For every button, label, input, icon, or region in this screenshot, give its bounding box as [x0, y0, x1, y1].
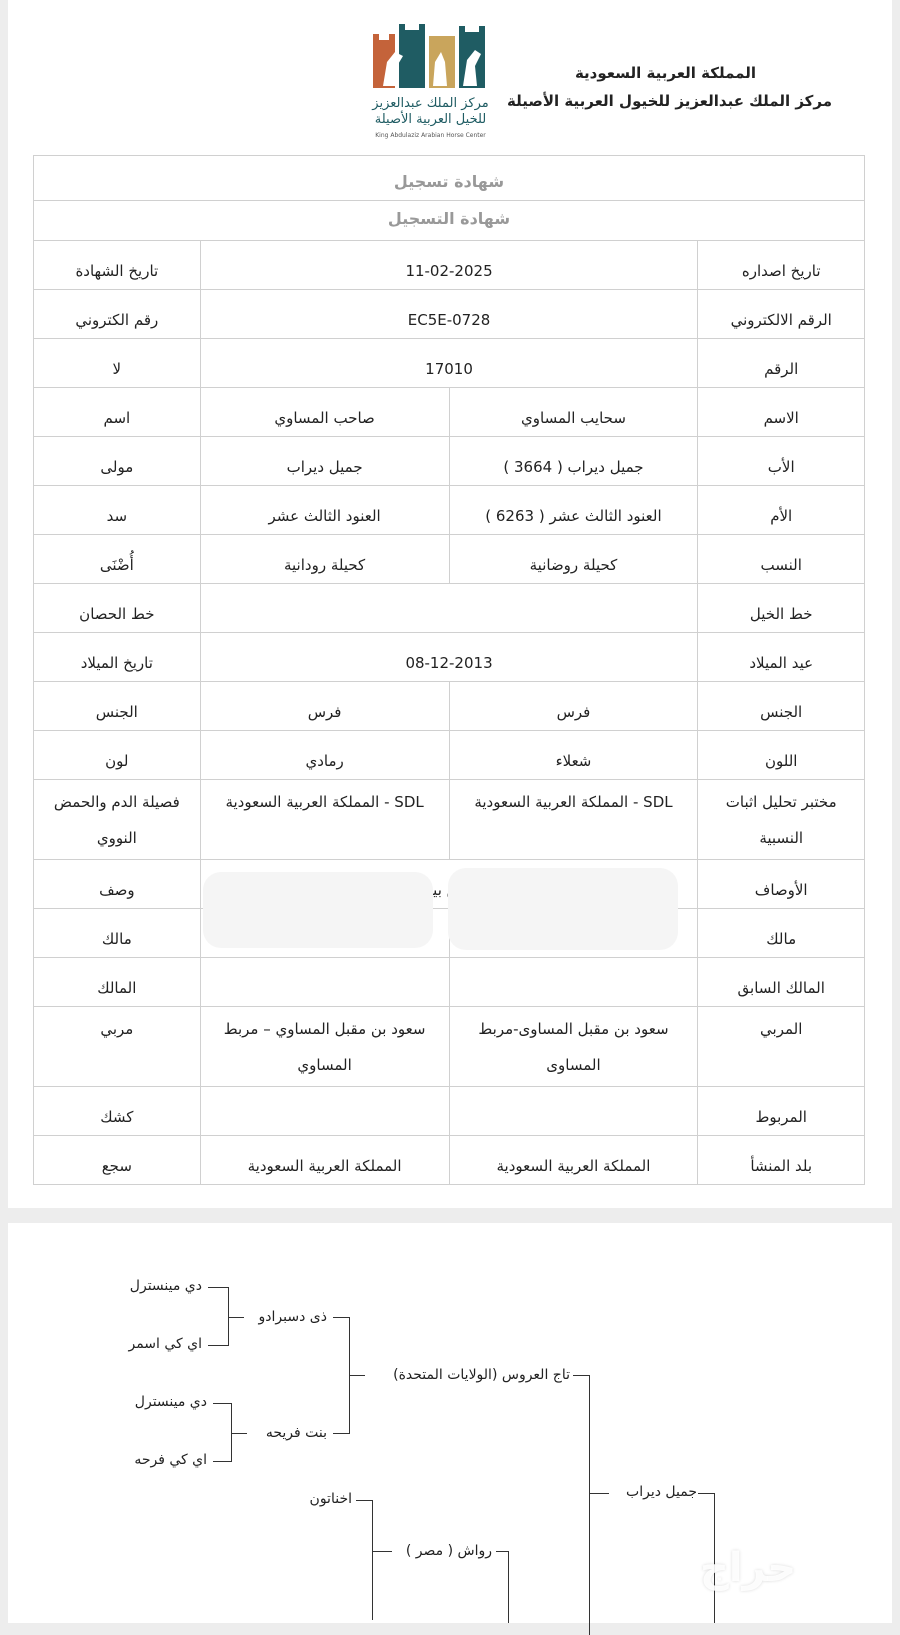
row-label: الأب	[698, 437, 865, 486]
row-label-alt: مالك	[34, 909, 201, 958]
certificate-subtitle: شهادة التسجيل	[34, 201, 865, 241]
row-value-alt: سعود بن مقبل المساوي – مربط المساوي	[200, 1007, 449, 1087]
certificate-row	[34, 241, 865, 290]
row-value: سحايب المساوي	[449, 388, 698, 437]
row-label-alt: لون	[34, 731, 201, 780]
row-value-alt: كحيلة رودانية	[200, 535, 449, 584]
certificate-row	[34, 535, 865, 584]
row-value: سعود بن مقبل المساوى-مربط المساوى	[449, 1007, 698, 1087]
logo-text-ar1: مركز الملك عبدالعزيز	[372, 96, 489, 111]
row-label-alt: اسم	[34, 388, 201, 437]
row-value: العنود الثالث عشر ( 6263 )	[449, 486, 698, 535]
pedigree-g1: ذى دسبرادو	[258, 1309, 327, 1325]
row-label: المربوط	[698, 1087, 865, 1136]
row-label-alt: سجع	[34, 1136, 201, 1185]
row-value	[449, 958, 698, 1007]
row-value	[200, 584, 698, 633]
row-value: كحيلة روضانية	[449, 535, 698, 584]
row-label-alt: وصف	[34, 860, 201, 909]
pedigree-sire: جميل ديراب	[626, 1484, 697, 1500]
row-value: 11-02-2025	[200, 241, 698, 290]
pedigree-p1: تاج العروس (الولايات المتحدة)	[393, 1367, 570, 1383]
pedigree-g2: بنت فريحه	[265, 1425, 327, 1441]
pedigree-gg4: اي كي فرحه	[134, 1452, 207, 1468]
header-country: المملكة العربية السعودية	[574, 64, 756, 82]
row-label-alt: تاريخ الشهادة	[34, 241, 201, 290]
row-label: اللون	[698, 731, 865, 780]
row-label-alt: مربي	[34, 1007, 201, 1087]
redacted-area	[203, 872, 433, 948]
certificate-title: شهادة تسجيل	[34, 156, 865, 201]
certificate-row	[34, 437, 865, 486]
pedigree-g3: اخناتون	[309, 1491, 352, 1507]
row-value: 17010	[200, 339, 698, 388]
row-label-alt: لا	[34, 339, 201, 388]
row-value: SDL - المملكة العربية السعودية	[449, 780, 698, 860]
row-label-alt: المالك	[34, 958, 201, 1007]
pedigree-gg3: دي مينسترل	[134, 1394, 207, 1410]
row-value-alt: رمادي	[200, 731, 449, 780]
row-value-alt: صاحب المساوي	[200, 388, 449, 437]
certificate-row	[34, 1087, 865, 1136]
certificate-row	[34, 339, 865, 388]
logo-emblem-icon	[363, 22, 498, 94]
row-value: EC5E-0728	[200, 290, 698, 339]
certificate-row	[34, 682, 865, 731]
certificate-row	[34, 486, 865, 535]
row-label-alt: مولى	[34, 437, 201, 486]
row-value: 08-12-2013	[200, 633, 698, 682]
row-label: المالك السابق	[698, 958, 865, 1007]
row-value: فرس	[449, 682, 698, 731]
row-label-alt: خط الحصان	[34, 584, 201, 633]
watermark-logo: حراج	[700, 1545, 797, 1591]
row-label: الرقم الالكتروني	[698, 290, 865, 339]
pedigree-gg2: اي كي اسمر	[128, 1336, 202, 1352]
row-value-alt: فرس	[200, 682, 449, 731]
row-value-alt: جميل ديراب	[200, 437, 449, 486]
pedigree-gg1: دي مينسترل	[129, 1278, 202, 1294]
certificate-row	[34, 584, 865, 633]
row-label-alt: سد	[34, 486, 201, 535]
row-label: الرقم	[698, 339, 865, 388]
row-value	[449, 1087, 698, 1136]
certificate-row	[34, 633, 865, 682]
certificate-row	[34, 780, 865, 860]
row-label: بلد المنشأ	[698, 1136, 865, 1185]
row-label: مختبر تحليل اثبات النسبية	[698, 780, 865, 860]
header-center-name: مركز الملك عبدالعزيز للخيول العربية الأصيلة	[507, 92, 832, 110]
redacted-area	[448, 868, 678, 950]
pedigree-p2: رواش ( مصر )	[405, 1543, 492, 1559]
certificate-row	[34, 290, 865, 339]
row-value: شعلاء	[449, 731, 698, 780]
row-label: النسب	[698, 535, 865, 584]
row-label-alt: تاريخ الميلاد	[34, 633, 201, 682]
row-label-alt: كشك	[34, 1087, 201, 1136]
logo-text-ar2: للخيل العربية الأصيلة	[374, 112, 487, 127]
row-value: جميل ديراب ( 3664 )	[449, 437, 698, 486]
row-label: الأوصاف	[698, 860, 865, 909]
row-value-alt	[200, 1087, 449, 1136]
center-logo	[363, 22, 498, 144]
row-label-alt: فصيلة الدم والحمض النووي	[34, 780, 201, 860]
row-label: تاريخ اصداره	[698, 241, 865, 290]
row-label: الأم	[698, 486, 865, 535]
row-label: مالك	[698, 909, 865, 958]
row-value-alt	[200, 958, 449, 1007]
logo-text-en: King Abdulaziz Arabian Horse Center	[375, 132, 486, 139]
certificate-row	[34, 958, 865, 1007]
row-label: خط الخيل	[698, 584, 865, 633]
row-label-alt: رقم الكتروني	[34, 290, 201, 339]
row-value-alt: SDL - المملكة العربية السعودية	[200, 780, 449, 860]
certificate-table	[33, 155, 865, 1185]
row-value: المملكة العربية السعودية	[449, 1136, 698, 1185]
row-label: الاسم	[698, 388, 865, 437]
row-value-alt: العنود الثالث عشر	[200, 486, 449, 535]
row-label-alt: أُضْنَى	[34, 535, 201, 584]
certificate-page	[8, 0, 892, 1208]
certificate-row	[34, 1007, 865, 1087]
certificate-row	[34, 388, 865, 437]
row-value-alt: المملكة العربية السعودية	[200, 1136, 449, 1185]
row-label: المربي	[698, 1007, 865, 1087]
certificate-row	[34, 1136, 865, 1185]
row-label: الجنس	[698, 682, 865, 731]
row-label-alt: الجنس	[34, 682, 201, 731]
certificate-row	[34, 731, 865, 780]
row-label: عيد الميلاد	[698, 633, 865, 682]
